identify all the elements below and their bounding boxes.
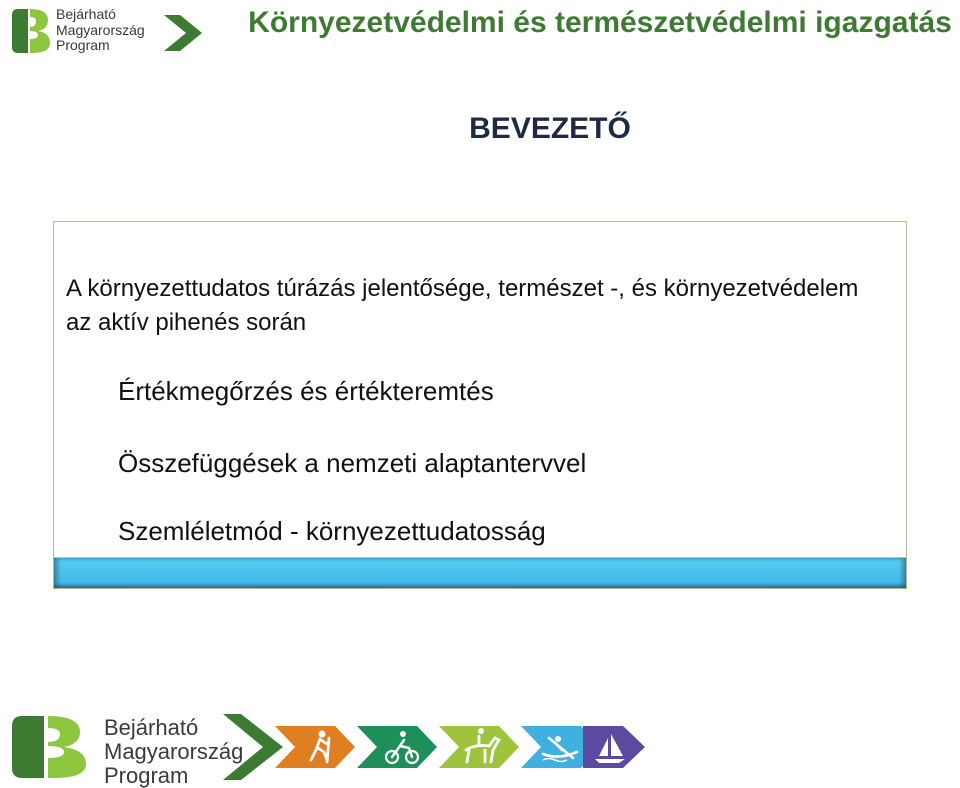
blue-bar — [54, 557, 906, 588]
activity-chevrons — [223, 712, 648, 782]
footer-logo-mark-icon — [8, 712, 98, 782]
logo-chevron-icon — [160, 11, 206, 55]
footer-logo-line-2: Magyarország — [104, 739, 244, 764]
logo-line-1: Bejárható — [56, 6, 116, 22]
intro-text: A környezettudatos túrázás jelentősége, természet -, és környezetvédelem az aktív pihenés során — [66, 275, 859, 336]
logo-chevron-icon — [223, 714, 283, 780]
footer-logo-line-3: Program — [104, 763, 189, 788]
hiking-icon — [275, 726, 355, 768]
logo-line-2: Magyarország — [56, 21, 145, 38]
list-item: Szemléletmód - környezettudatosság — [118, 516, 546, 546]
horse-riding-icon — [439, 726, 519, 768]
logo-text — [56, 7, 145, 54]
footer-logo — [8, 712, 648, 788]
logo-line-3: Program — [56, 37, 110, 53]
header-logo — [8, 5, 208, 61]
logo-mark-icon — [8, 5, 56, 57]
content-panel — [53, 221, 907, 589]
cycling-icon — [357, 726, 437, 768]
list-item: Értékmegőrzés és értékteremtés — [118, 376, 494, 406]
footer-logo-line-1: Bejárható — [104, 715, 199, 740]
sailing-icon — [583, 726, 645, 768]
list-item: Összefüggések a nemzeti alaptantervvel — [118, 448, 587, 478]
slide-subtitle: BEVEZETŐ — [469, 112, 631, 145]
page-title: Környezetvédelmi és természetvédelmi igazgatás — [248, 6, 952, 39]
